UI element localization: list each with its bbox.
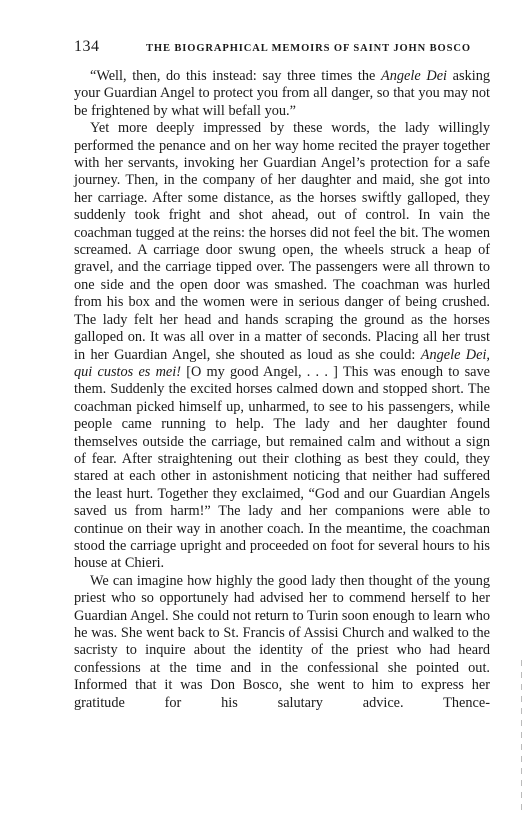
paragraph-1-text-b: asking your Guardian Angel to protect you from all danger, so that you may not be frightened by what will befall you.” [74,68,490,119]
paragraph-2 [74,120,490,573]
paragraph-3: We can imagine how highly the good lady then thought of the young priest who so opportunely had advised her to commend herself to her Guardian Angel. She could not return to Turin soon enough to learn who he was. She went back to St. Francis of Assisi Church and walked to the sacristy to inquire about the identity of the priest who had heard confessions at the time and in the confessional she pointed out. Informed that it was Don Bosco, she went to him to express her gratitude for his salutary advice. Thence- [74,572,490,711]
paragraph-1-text-a: “Well, then, do this instead: say three times the [90,68,382,84]
paragraph-1 [74,68,490,120]
paragraph-2-text-b: [O my good Angel, . . . ] This was enough to save them. Suddenly the excited horses calmed down and stopped short. The coachman picked himself up, unharmed, to see to his passengers, while people came running to help. The lady and her daughter found themselves outside the carriage, but remained calm and without a sign of fear. After straightening out their clothing as best they could, they stared at each other in astonishment noticing that neither had suffered the least hurt. Together they exclaimed, “God and our Guardian Angels saved us from harm!” The lady and her companions were able to continue on their way in another coach. In the meantime, the coachman stood the carriage upright and proceeded on foot for several hours to his house at Chieri. [74,363,490,572]
paragraph-2-latin-prayer: Angele Dei, qui custos es mei! [74,346,490,380]
running-head: THE BIOGRAPHICAL MEMOIRS OF SAINT JOHN BOSCO [146,43,471,54]
body-text [74,68,490,712]
page-header [74,38,490,60]
book-page [74,38,490,712]
paragraph-1-latin-prayer: Angele Dei [381,68,448,84]
page-number: 134 [74,38,100,55]
scan-edge-mark [521,660,522,810]
paragraph-2-text-a: Yet more deeply impressed by these words, the lady willingly performed the penance and on her way home recited the prayer together with her servants, invoking her Guardian Angel’s protection for a safe journey. Then, in the company of her daughter and maid, she got into her carriage. After some distance, as the horses swiftly galloped, they suddenly took fright and shot ahead, out of control. In vain the coachman tugged at the reins: the horses did not feel the bit. The women screamed. A carriage door swung open, the wheels struck a heap of gravel, and the carriage tipped over. The passengers were all thrown to one side and the open door was smashed. The coachman was hurled from his box and the women were in serious danger of being crushed. The lady felt her head and hands scraping the ground as the horses galloped on. It was all over in a matter of seconds. Placing all her trust in her Guardian Angel, she shouted as loud as she could: [74,120,490,363]
